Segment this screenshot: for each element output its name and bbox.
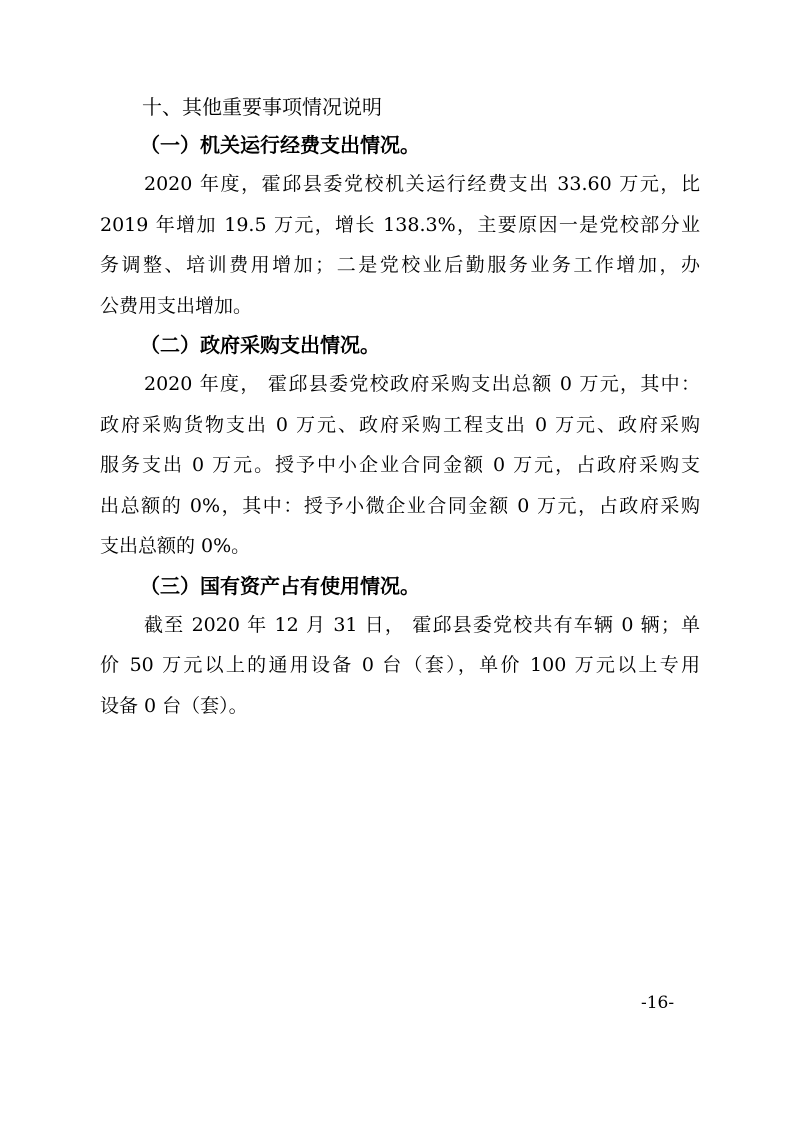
paragraph-line: 出总额的 0%，其中：授予小微企业合同金额 0 万元，占政府采购 <box>100 494 700 517</box>
paragraph-line: 2019 年增加 19.5 万元，增长 138.3%，主要原因一是党校部分业 <box>100 213 700 236</box>
page-number: -16- <box>641 993 675 1013</box>
paragraph-line: 支出总额的 0%。 <box>100 535 251 557</box>
subsection-paragraph-3 <box>100 605 700 727</box>
paragraph-line: 设备 0 台（套）。 <box>100 694 248 717</box>
paragraph-line: 政府采购货物支出 0 万元、政府采购工程支出 0 万元、政府采购 <box>100 413 700 436</box>
document-page <box>100 88 700 726</box>
subsection-paragraph-1 <box>100 164 700 326</box>
section-title: 十、其他重要事项情况说明 <box>142 95 382 119</box>
subsection-heading-3: （三）国有资产占有使用情况。 <box>140 573 420 598</box>
paragraph-line: 截至 2020 年 12 月 31 日， 霍邱县委党校共有车辆 0 辆；单 <box>144 613 700 636</box>
subsection-heading-1: （一）机关运行经费支出情况。 <box>140 133 420 157</box>
paragraph-line: 务调整、培训费用增加；二是党校业后勤服务业务工作增加，办 <box>100 254 700 276</box>
paragraph-line: 公费用支出增加。 <box>100 294 253 317</box>
paragraph-line: 价 50 万元以上的通用设备 0 台（套），单价 100 万元以上专用 <box>100 654 700 676</box>
paragraph-line: 2020 年度，霍邱县委党校机关运行经费支出 33.60 万元，比 <box>144 173 700 195</box>
paragraph-line: 服务支出 0 万元。授予中小企业合同金额 0 万元，占政府采购支 <box>100 454 700 476</box>
subsection-heading-2: （二）政府采购支出情况。 <box>140 333 380 357</box>
subsection-paragraph-2 <box>100 364 700 567</box>
paragraph-line: 2020 年度， 霍邱县委党校政府采购支出总额 0 万元，其中： <box>144 373 700 395</box>
